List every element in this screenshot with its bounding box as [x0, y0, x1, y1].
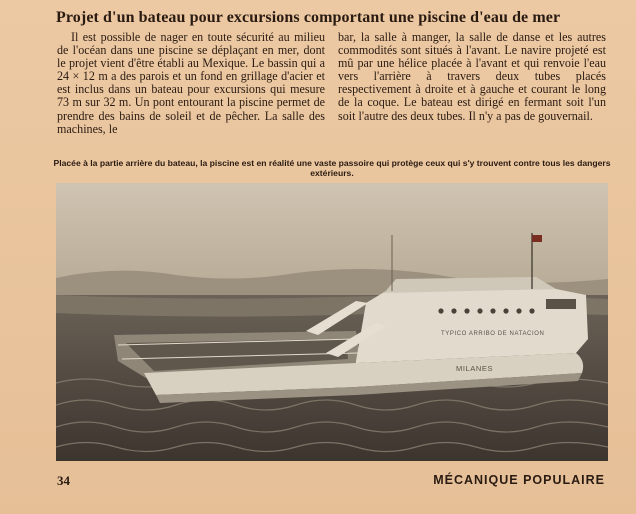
ship-illustration — [56, 183, 608, 461]
article-paragraph-right: bar, la salle à manger, la salle de danse et les autres commodités sont situés à l'avant. Le navire projeté est mû par une hélice placée à l'avant et qui renvoie l'eau vers l'arrière à travers deux tubes placés respectivement à droite et à gauche et courant le long de la coque. Le bateau est dirigé en fermant soit l'un soit l'autre des deux tubes. Il n'y a pas de gouvernail. — [338, 30, 606, 123]
magazine-name: MÉCANIQUE POPULAIRE — [433, 473, 605, 487]
article-paragraph-left: Il est possible de nager en toute sécurité au milieu de l'océan dans une piscine se déplaçant en mer, dont le projet vient d'être établi au Mexique. Le bassin qui a 24 × 12 m a des parois et un fond en grillage d'acier et est inclus dans un bateau pour excursions qui mesure 73 m sur 32 m. Un pont entourant la piscine permet de prendre des bains de soleil et de pêcher. La salle des machines, le — [57, 30, 325, 136]
ship-name: MILANES — [456, 364, 494, 373]
hull-lettering: TYPICO ARRIBO DE NATACION — [441, 331, 545, 337]
article-title: Projet d'un bateau pour excursions comportant une piscine d'eau de mer — [56, 9, 561, 26]
flag — [532, 235, 542, 242]
ship-drawing — [56, 183, 608, 461]
illustration-caption: Placée à la partie arrière du bateau, la piscine est en réalité une vaste passoire qui protège ceux qui s'y trouvent contre tous les dangers extérieurs. — [53, 158, 611, 178]
article-column-right — [338, 31, 606, 123]
article-column-left — [57, 31, 325, 136]
bridge-windows — [546, 299, 576, 309]
page-number: 34 — [57, 473, 70, 488]
